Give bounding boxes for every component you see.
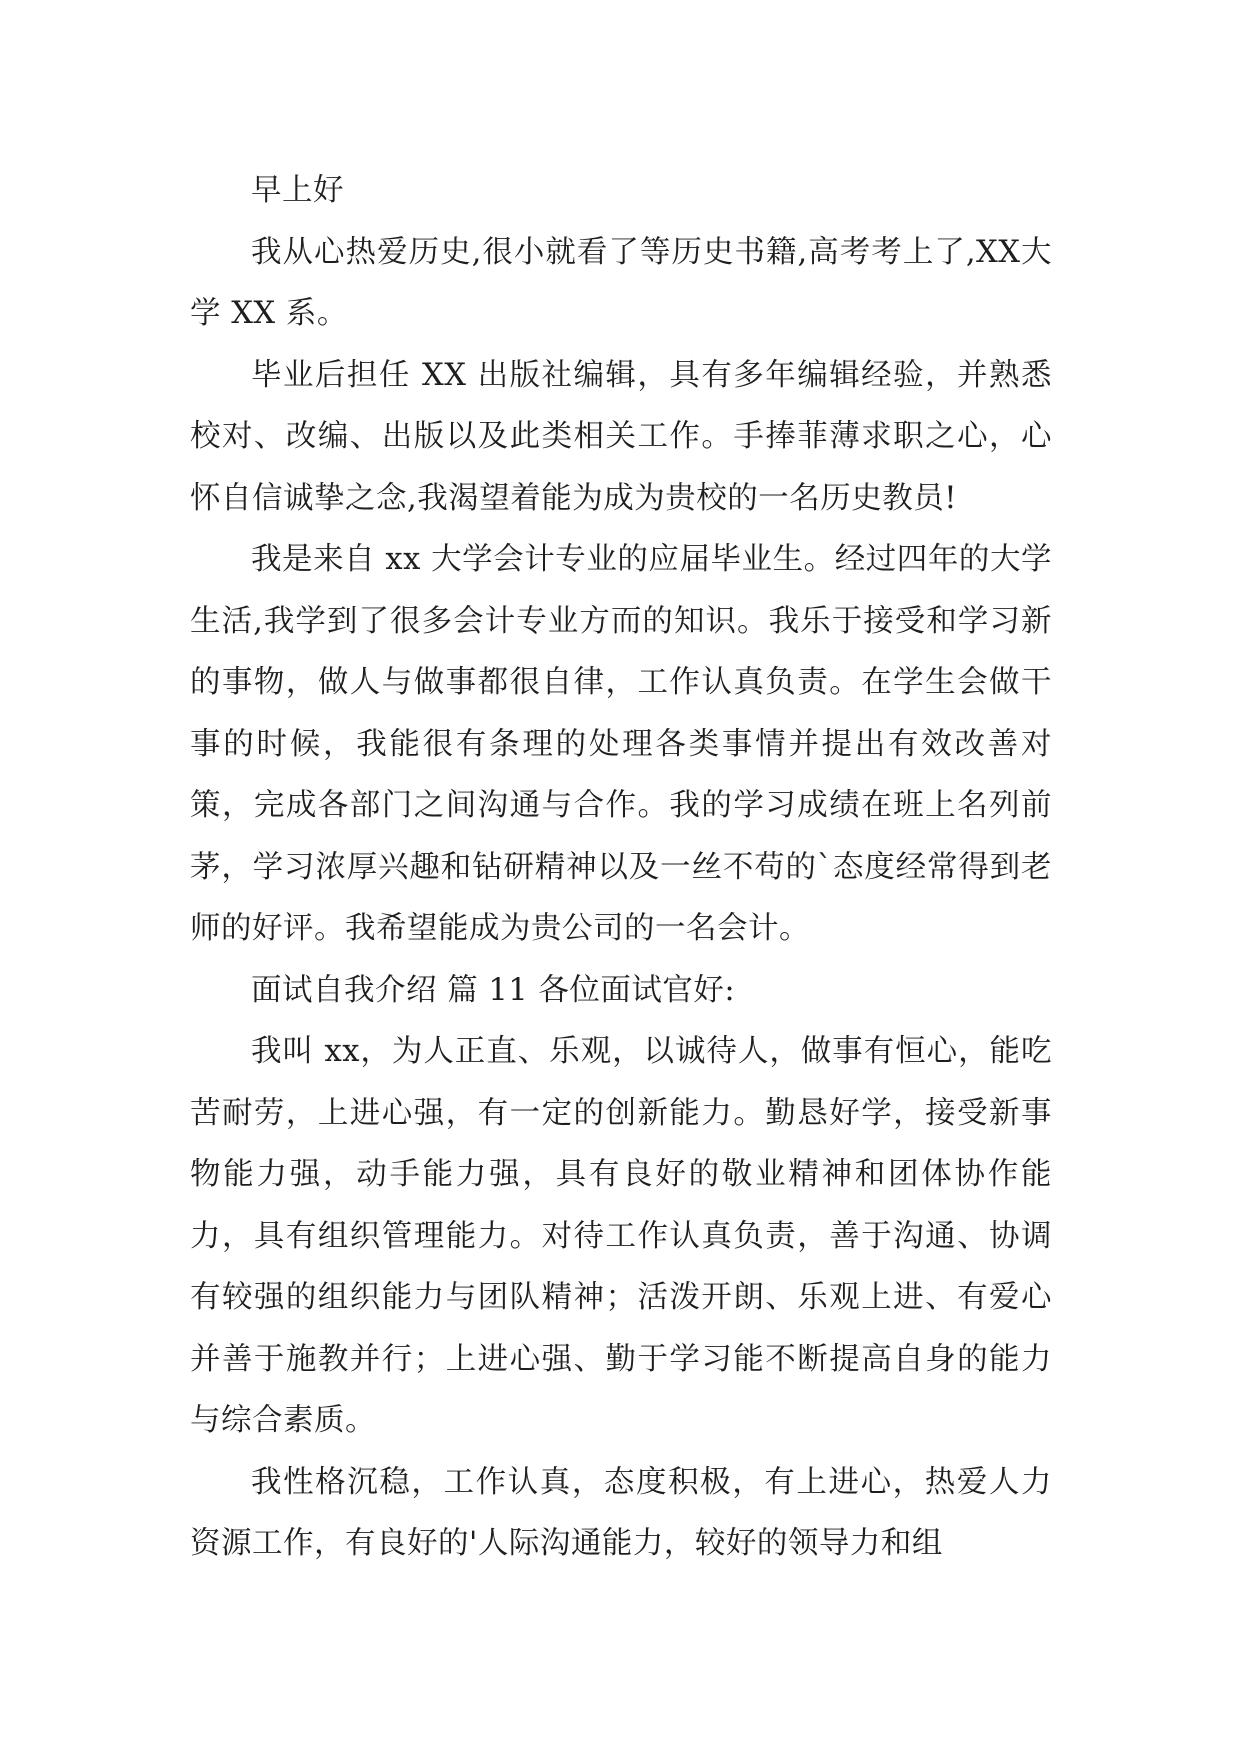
paragraph-history-love: 我从心热爱历史,很小就看了等历史书籍,高考考上了,XX大学 XX 系。 <box>190 234 1052 331</box>
paragraph-personality: 我性格沉稳，工作认真，态度积极，有上进心，热爱人力资源工作，有良好的'人际沟通能力，较好的领导力和组 <box>190 1464 1052 1561</box>
paragraph-greeting: 早上好 <box>251 173 344 208</box>
paragraph-editor-experience: 毕业后担任 XX 出版社编辑，具有多年编辑经验，并熟悉校对、改编、出版以及此类相关工作。手捧菲薄求职之心，心怀自信诚挚之念,我渴望着能为成为贵校的一名历史教员! <box>190 357 1052 516</box>
paragraph-section-heading: 面试自我介绍 篇 11 各位面试官好: <box>251 972 736 1008</box>
paragraph-accounting-graduate: 我是来自 xx 大学会计专业的应届毕业生。经过四年的大学生活,我学到了很多会计专业方而的知识。我乐于接受和学习新的事物，做人与做事都很自律，工作认真负责。在学生会做干事的时候，我能很有条理的处理各类事情并提出有效改善对策，完成各部门之间沟通与合作。我的学习成绩在班上名列前茅，学习浓厚兴趣和钻研精神以及一丝不苟的`态度经常得到老师的好评。我希望能成为贵公司的一名会计。 <box>190 542 1052 946</box>
paragraph-self-introduction: 我叫 xx，为人正直、乐观，以诚待人，做事有恒心，能吃苦耐劳，上进心强，有一定的创新能力。勤恳好学，接受新事物能力强，动手能力强，具有良好的敬业精神和团体协作能力，具有组织管理能力。对待工作认真负责，善于沟通、协调有较强的组织能力与团队精神；活泼开朗、乐观上进、有爱心并善于施教并行；上进心强、勤于学习能不断提高自身的能力与综合素质。 <box>190 1034 1052 1438</box>
document-body <box>190 160 1052 1575</box>
